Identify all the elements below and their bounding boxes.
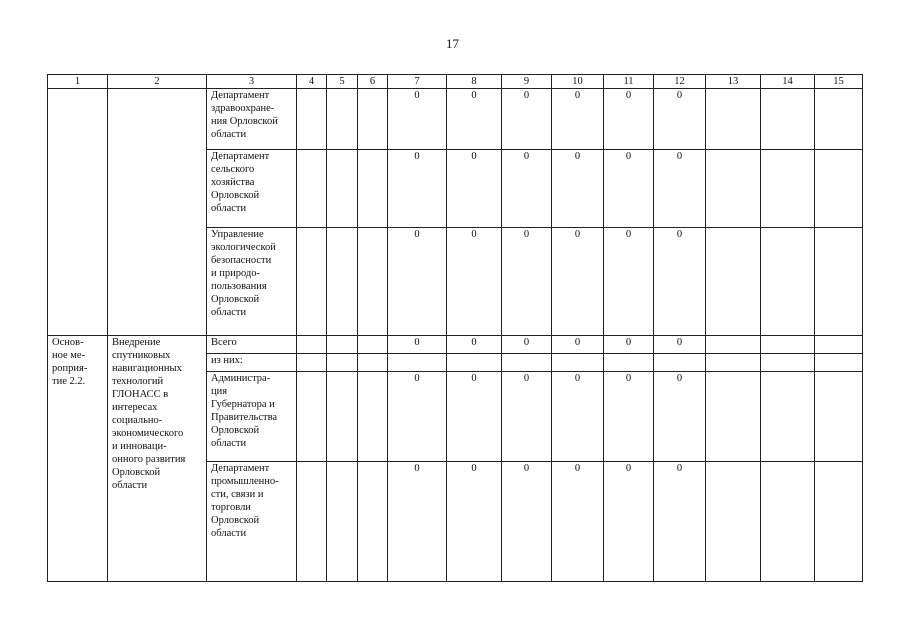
column-header: 11 [604,75,654,89]
value-cell: 0 [654,150,706,228]
value-cell: 0 [604,372,654,462]
column-header: 10 [552,75,604,89]
value-cell: 0 [604,228,654,336]
column-header: 2 [108,75,207,89]
value-cell: 0 [502,228,552,336]
column-header: 12 [654,75,706,89]
column-header: 1 [48,75,108,89]
value-cell: 0 [502,89,552,150]
value-cell: 0 [502,336,552,354]
column-header: 15 [815,75,863,89]
column-header: 9 [502,75,552,89]
column-header: 3 [207,75,297,89]
measure-name-cell: Внедрение спутниковых навигационных технологий ГЛОНАСС в интересах социально- экономического и инноваци- онного развития Орловской области [108,336,207,582]
value-cell: 0 [388,462,447,582]
value-cell: 0 [552,336,604,354]
value-cell: 0 [552,372,604,462]
executor-cell: Департамент промышленно- сти, связи и торговли Орловской области [207,462,297,582]
executor-cell: Администра- ция Губернатора и Правительства Орловской области [207,372,297,462]
measure-number-cell: Основ- ное ме- роприя- тие 2.2. [48,336,108,582]
value-cell: 0 [447,150,502,228]
value-cell: 0 [447,89,502,150]
empty-cell [48,89,108,336]
value-cell: 0 [388,336,447,354]
column-header: 13 [706,75,761,89]
value-cell: 0 [552,228,604,336]
value-cell: 0 [552,150,604,228]
column-header: 5 [327,75,358,89]
value-cell: 0 [654,336,706,354]
value-cell: 0 [447,462,502,582]
value-cell: 0 [502,150,552,228]
empty-cell [108,89,207,336]
value-cell: 0 [654,372,706,462]
column-header: 4 [297,75,327,89]
executor-cell: Управление экологической безопасности и природо- пользования Орловской области [207,228,297,336]
value-cell: 0 [388,372,447,462]
value-cell: 0 [388,228,447,336]
table-row [48,89,863,150]
value-cell: 0 [447,372,502,462]
value-cell: 0 [654,89,706,150]
executor-cell: Департамент здравоохране- ния Орловской области [207,89,297,150]
executor-cell: Департамент сельского хозяйства Орловской области [207,150,297,228]
value-cell: 0 [552,89,604,150]
value-cell: 0 [447,336,502,354]
value-cell: 0 [654,228,706,336]
column-header: 8 [447,75,502,89]
value-cell: 0 [604,150,654,228]
budget-table [47,74,863,582]
of-which-label-cell: из них: [207,354,297,372]
value-cell: 0 [502,462,552,582]
total-label-cell: Всего [207,336,297,354]
page-number: 17 [446,36,459,51]
value-cell: 0 [552,462,604,582]
value-cell: 0 [604,462,654,582]
value-cell: 0 [447,228,502,336]
table-row [48,336,863,354]
column-header: 7 [388,75,447,89]
value-cell: 0 [604,336,654,354]
value-cell: 0 [388,150,447,228]
column-header: 6 [358,75,388,89]
value-cell: 0 [388,89,447,150]
value-cell: 0 [604,89,654,150]
header-row [48,75,863,89]
value-cell: 0 [654,462,706,582]
value-cell: 0 [502,372,552,462]
column-header: 14 [761,75,815,89]
